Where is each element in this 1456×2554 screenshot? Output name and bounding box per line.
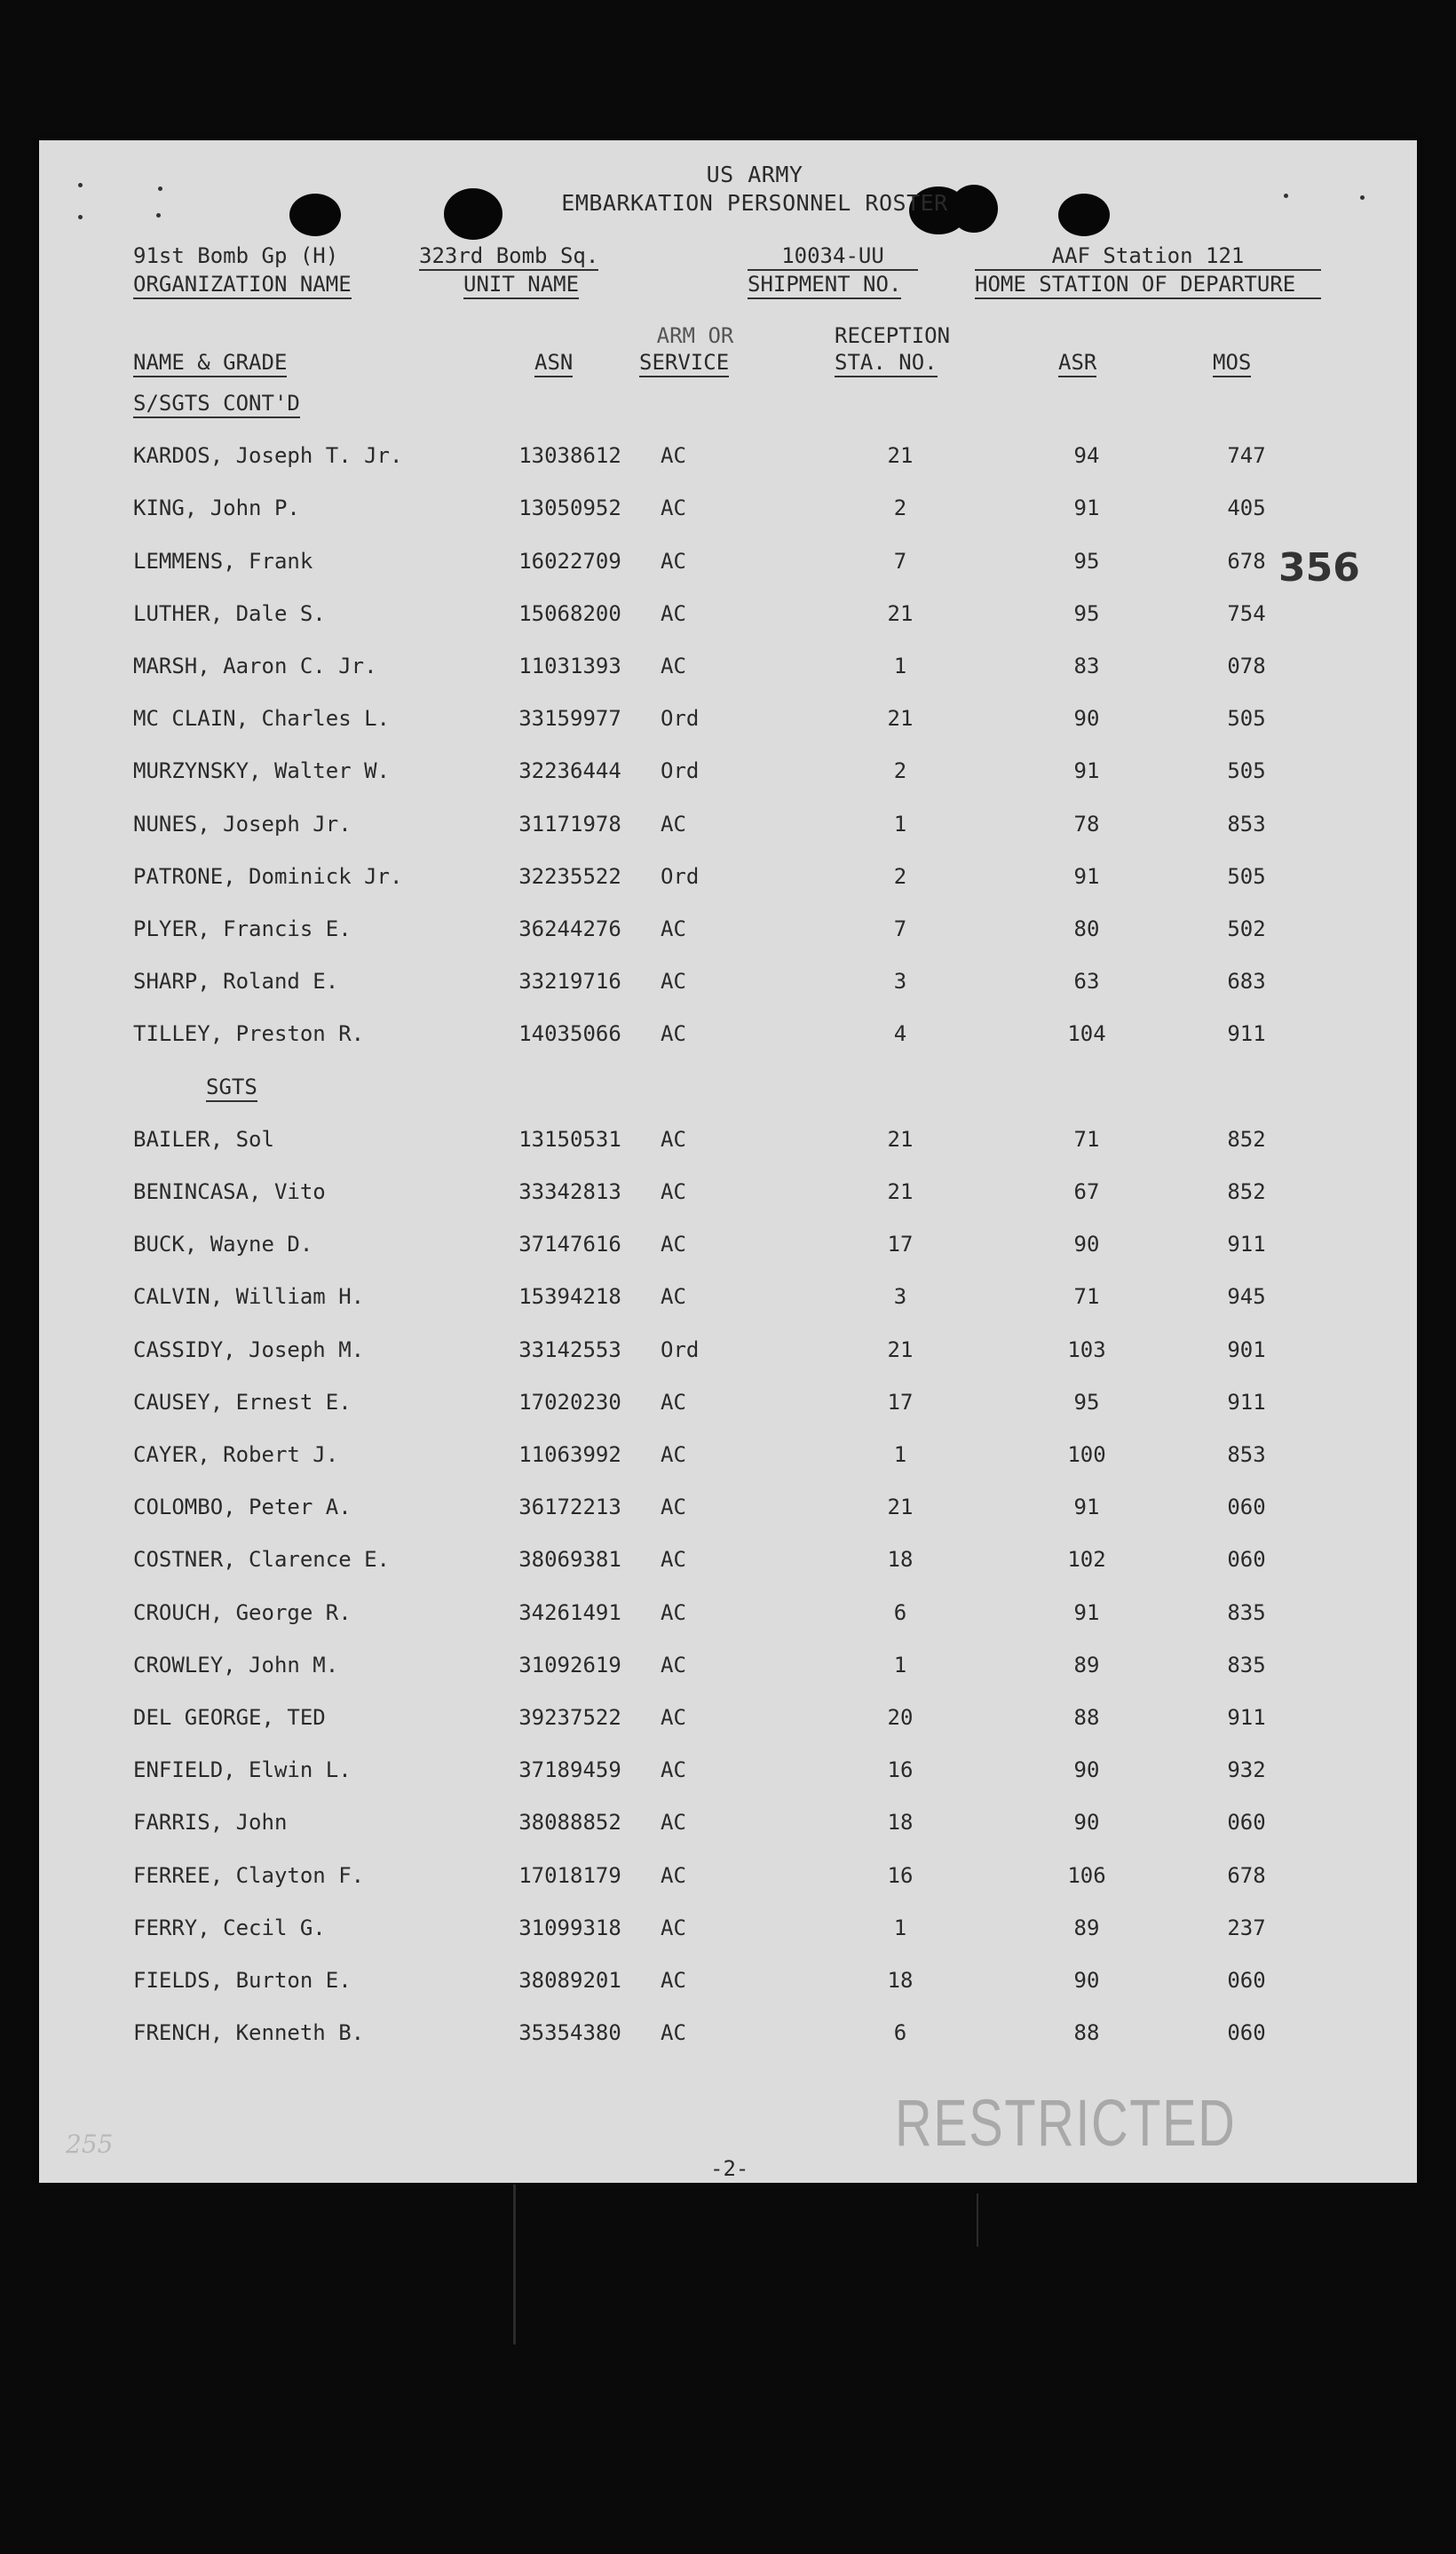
row-arm: AC	[661, 1442, 686, 1467]
row-asn: 36172213	[518, 1495, 621, 1520]
row-asr: 71	[1073, 1284, 1100, 1310]
row-name: CALVIN, William H.	[133, 1284, 365, 1310]
row-asn: 33342813	[518, 1179, 621, 1204]
table-row	[39, 1390, 1417, 1425]
row-asn: 13050952	[518, 496, 621, 521]
table-row	[39, 1232, 1417, 1267]
row-reception: 20	[887, 1705, 914, 1730]
row-mos: 060	[1227, 1810, 1266, 1836]
table-row	[39, 549, 1417, 584]
specks	[158, 186, 162, 191]
row-reception: 21	[887, 1495, 914, 1520]
table-row	[39, 1442, 1417, 1478]
row-name: CAYER, Robert J.	[133, 1442, 339, 1467]
row-asn: 38069381	[518, 1547, 621, 1573]
row-asr: 90	[1073, 1810, 1100, 1836]
row-name: MC CLAIN, Charles L.	[133, 706, 390, 732]
row-asr: 90	[1073, 1968, 1100, 1993]
table-row	[39, 864, 1417, 900]
row-name: CASSIDY, Joseph M.	[133, 1336, 365, 1362]
row-asr: 88	[1073, 2020, 1100, 2046]
row-reception: 21	[887, 1126, 914, 1152]
row-asn: 11031393	[518, 654, 621, 678]
col-arm-line1: ARM OR	[656, 323, 734, 348]
row-mos: 754	[1227, 600, 1266, 626]
row-arm: AC	[661, 1284, 686, 1310]
row-asn: 33159977	[518, 706, 621, 732]
row-asr: 90	[1073, 706, 1100, 732]
table-row	[39, 1495, 1417, 1530]
row-reception: 1	[893, 654, 907, 678]
row-arm: AC	[661, 1599, 686, 1625]
row-asr: 80	[1073, 916, 1100, 941]
row-asn: 38088852	[518, 1810, 621, 1836]
document-title: US ARMY	[706, 162, 803, 187]
row-asn: 33219716	[518, 969, 621, 995]
row-name: FRENCH, Kenneth B.	[133, 2020, 365, 2046]
table-row	[39, 1705, 1417, 1741]
row-asr: 100	[1067, 1442, 1106, 1467]
row-asn: 11063992	[518, 1442, 621, 1467]
col-reception-line1: RECEPTION	[835, 323, 951, 348]
row-asn: 34261491	[518, 1599, 621, 1625]
row-arm: AC	[661, 1915, 686, 1940]
row-name: FARRIS, John	[133, 1810, 288, 1836]
row-mos: 852	[1227, 1126, 1266, 1152]
row-asn: 32236444	[518, 758, 621, 784]
row-reception: 21	[887, 443, 914, 469]
row-asn: 31099318	[518, 1915, 621, 1940]
table-row	[39, 1179, 1417, 1215]
row-arm: AC	[661, 600, 686, 626]
row-name: BAILER, Sol	[133, 1126, 274, 1152]
col-mos: MOS	[1213, 350, 1251, 377]
table-row	[39, 1337, 1417, 1373]
row-reception: 1	[893, 1442, 907, 1467]
row-arm: AC	[661, 1757, 686, 1783]
row-asn: 13150531	[518, 1126, 621, 1152]
row-name: CROWLEY, John M.	[133, 1652, 339, 1678]
row-name: KARDOS, Joseph T. Jr.	[133, 443, 403, 469]
row-name: SHARP, Roland E.	[133, 969, 339, 995]
row-arm: AC	[661, 2020, 686, 2046]
table-row	[39, 1127, 1417, 1162]
row-asr: 95	[1073, 600, 1100, 626]
row-name: DEL GEORGE, TED	[133, 1705, 326, 1730]
row-arm: AC	[661, 916, 686, 941]
row-asn: 37189459	[518, 1757, 621, 1783]
table-row	[39, 496, 1417, 531]
row-asr: 90	[1073, 1232, 1100, 1257]
row-asn: 35354380	[518, 2020, 621, 2046]
row-mos: 237	[1227, 1915, 1266, 1940]
row-asr: 63	[1073, 969, 1100, 995]
roster-page	[39, 140, 1417, 2183]
row-name: KING, John P.	[133, 496, 300, 521]
row-arm: AC	[661, 1021, 686, 1047]
row-mos: 852	[1227, 1179, 1266, 1204]
specks	[1284, 194, 1288, 198]
row-mos: 505	[1227, 863, 1266, 889]
row-arm: AC	[661, 811, 686, 837]
table-row	[39, 1863, 1417, 1899]
row-name: FERRY, Cecil G.	[133, 1915, 326, 1940]
row-arm: AC	[661, 1126, 686, 1152]
row-arm: AC	[661, 1389, 686, 1415]
pencil-number: 255	[66, 2130, 114, 2159]
unit-name-label-text: UNIT NAME	[463, 272, 579, 299]
row-name: NUNES, Joseph Jr.	[133, 811, 352, 837]
row-mos: 747	[1227, 443, 1266, 469]
col-arm-line2: SERVICE	[639, 350, 729, 377]
shipment-value: 10034-UU	[748, 243, 918, 271]
row-asr: 90	[1073, 1757, 1100, 1783]
row-asn: 39237522	[518, 1705, 621, 1730]
film-line	[977, 2193, 978, 2247]
home-station-label: HOME STATION OF DEPARTURE	[975, 272, 1321, 299]
row-reception: 6	[893, 2020, 907, 2046]
row-asr: 95	[1073, 548, 1100, 574]
row-mos: 060	[1227, 1968, 1266, 1993]
shipment-label: SHIPMENT NO.	[748, 272, 901, 299]
unit-name-value: 323rd Bomb Sq.	[419, 243, 598, 271]
col-name-grade: NAME & GRADE	[133, 350, 287, 377]
table-row	[39, 969, 1417, 1004]
row-asr: 95	[1073, 1389, 1100, 1415]
row-name: COLOMBO, Peter A.	[133, 1495, 352, 1520]
row-arm: AC	[661, 1705, 686, 1730]
row-name: FIELDS, Burton E.	[133, 1968, 352, 1993]
restricted-stamp: RESTRICTED	[895, 2086, 1237, 2160]
specks	[156, 213, 161, 218]
row-mos: 405	[1227, 496, 1266, 521]
row-reception: 21	[887, 1336, 914, 1362]
row-reception: 1	[893, 811, 907, 837]
row-reception: 18	[887, 1968, 914, 1993]
row-arm: AC	[661, 1652, 686, 1678]
row-arm: Ord	[661, 706, 700, 732]
row-asr: 106	[1067, 1862, 1106, 1888]
film-line	[513, 2185, 516, 2344]
row-asn: 36244276	[518, 916, 621, 941]
row-mos: 911	[1227, 1232, 1266, 1257]
page-number: -2-	[710, 2156, 749, 2181]
table-row	[39, 654, 1417, 689]
row-asn: 15394218	[518, 1284, 621, 1310]
row-asr: 91	[1073, 496, 1100, 521]
section-heading-text: S/SGTS CONT'D	[133, 391, 300, 418]
row-asr: 102	[1067, 1547, 1106, 1573]
unit-name-label	[463, 272, 579, 297]
row-reception: 16	[887, 1757, 914, 1783]
row-asr: 71	[1073, 1126, 1100, 1152]
row-arm: AC	[661, 443, 686, 469]
row-asn: 31092619	[518, 1652, 621, 1678]
col-reception-line2: STA. NO.	[835, 350, 938, 377]
row-reception: 4	[893, 1021, 907, 1047]
row-name: FERREE, Clayton F.	[133, 1862, 365, 1888]
punch-hole	[289, 194, 341, 236]
row-mos: 911	[1227, 1705, 1266, 1730]
table-row	[39, 1284, 1417, 1320]
row-reception: 2	[893, 496, 907, 521]
row-asr: 78	[1073, 811, 1100, 837]
org-name-value: 91st Bomb Gp (H)	[133, 243, 339, 268]
row-reception: 7	[893, 916, 907, 941]
row-reception: 1	[893, 1652, 907, 1678]
row-asr: 67	[1073, 1179, 1100, 1204]
table-row	[39, 1757, 1417, 1793]
row-mos: 678	[1227, 548, 1266, 574]
row-arm: AC	[661, 1495, 686, 1520]
table-row	[39, 2020, 1417, 2056]
row-reception: 1	[893, 1915, 907, 1940]
row-arm: AC	[661, 548, 686, 574]
specks	[78, 215, 83, 219]
row-asr: 88	[1073, 1705, 1100, 1730]
row-mos: 060	[1227, 1547, 1266, 1573]
row-arm: Ord	[661, 863, 700, 889]
row-name: PLYER, Francis E.	[133, 916, 352, 941]
row-asr: 104	[1067, 1021, 1106, 1047]
col-asn: ASN	[534, 350, 573, 377]
row-asn: 15068200	[518, 600, 621, 626]
row-name: MURZYNSKY, Walter W.	[133, 758, 390, 784]
table-row	[39, 443, 1417, 479]
row-reception: 6	[893, 1599, 907, 1625]
row-arm: Ord	[661, 1336, 700, 1362]
row-reception: 3	[893, 969, 907, 995]
row-arm: AC	[661, 1179, 686, 1204]
row-mos: 505	[1227, 706, 1266, 732]
row-asr: 91	[1073, 1495, 1100, 1520]
row-mos: 683	[1227, 969, 1266, 995]
row-mos: 853	[1227, 1442, 1266, 1467]
row-mos: 060	[1227, 2020, 1266, 2046]
table-row	[39, 1810, 1417, 1845]
row-arm: Ord	[661, 758, 700, 784]
row-asr: 91	[1073, 758, 1100, 784]
specks	[78, 183, 83, 187]
row-arm: AC	[661, 969, 686, 995]
row-mos: 502	[1227, 916, 1266, 941]
col-asr: ASR	[1058, 350, 1096, 377]
row-mos: 835	[1227, 1652, 1266, 1678]
row-mos: 932	[1227, 1757, 1266, 1783]
table-row	[39, 601, 1417, 637]
row-mos: 853	[1227, 811, 1266, 837]
punch-hole	[1058, 194, 1110, 236]
section-heading	[206, 1075, 257, 1099]
row-asn: 16022709	[518, 548, 621, 574]
section-heading	[133, 391, 300, 416]
table-row	[39, 1916, 1417, 1951]
row-name: TILLEY, Preston R.	[133, 1021, 365, 1047]
row-mos: 911	[1227, 1389, 1266, 1415]
row-asr: 91	[1073, 1599, 1100, 1625]
row-name: MARSH, Aaron C. Jr.	[133, 654, 377, 678]
document-subtitle: EMBARKATION PERSONNEL ROSTER	[561, 190, 948, 216]
row-reception: 21	[887, 600, 914, 626]
row-name: LUTHER, Dale S.	[133, 600, 326, 626]
table-row	[39, 1600, 1417, 1636]
table-row	[39, 916, 1417, 952]
row-mos: 505	[1227, 758, 1266, 784]
row-name: ENFIELD, Elwin L.	[133, 1757, 352, 1783]
table-row	[39, 1968, 1417, 2003]
table-row	[39, 1021, 1417, 1057]
row-asn: 38089201	[518, 1968, 621, 1993]
row-asn: 33142553	[518, 1336, 621, 1362]
section-heading-text: SGTS	[206, 1075, 257, 1102]
row-mos: 901	[1227, 1336, 1266, 1362]
row-name: PATRONE, Dominick Jr.	[133, 863, 403, 889]
row-arm: AC	[661, 496, 686, 521]
row-arm: AC	[661, 1547, 686, 1573]
row-asn: 31171978	[518, 811, 621, 837]
row-reception: 21	[887, 1179, 914, 1204]
row-asr: 103	[1067, 1336, 1106, 1362]
table-row	[39, 758, 1417, 794]
row-reception: 2	[893, 758, 907, 784]
row-reception: 2	[893, 863, 907, 889]
row-reception: 17	[887, 1389, 914, 1415]
row-asn: 13038612	[518, 443, 621, 469]
row-mos: 911	[1227, 1021, 1266, 1047]
row-reception: 18	[887, 1810, 914, 1836]
row-mos: 945	[1227, 1284, 1266, 1310]
row-name: BUCK, Wayne D.	[133, 1232, 313, 1257]
row-reception: 16	[887, 1862, 914, 1888]
row-name: COSTNER, Clarence E.	[133, 1547, 390, 1573]
row-asn: 37147616	[518, 1232, 621, 1257]
org-name-label: ORGANIZATION NAME	[133, 272, 352, 299]
handwritten-number: 356	[1278, 545, 1360, 591]
row-asr: 89	[1073, 1652, 1100, 1678]
table-row	[39, 812, 1417, 847]
row-asr: 89	[1073, 1915, 1100, 1940]
row-name: CAUSEY, Ernest E.	[133, 1389, 352, 1415]
row-asr: 91	[1073, 863, 1100, 889]
row-asn: 17018179	[518, 1862, 621, 1888]
row-arm: AC	[661, 654, 686, 678]
row-mos: 835	[1227, 1599, 1266, 1625]
row-name: BENINCASA, Vito	[133, 1179, 326, 1204]
row-arm: AC	[661, 1968, 686, 1993]
row-reception: 7	[893, 548, 907, 574]
row-mos: 060	[1227, 1495, 1266, 1520]
row-arm: AC	[661, 1810, 686, 1836]
row-name: CROUCH, George R.	[133, 1599, 352, 1625]
row-asr: 83	[1073, 654, 1100, 678]
row-reception: 3	[893, 1284, 907, 1310]
row-mos: 678	[1227, 1862, 1266, 1888]
table-row	[39, 1547, 1417, 1582]
row-asn: 14035066	[518, 1021, 621, 1047]
row-asn: 32235522	[518, 863, 621, 889]
row-reception: 18	[887, 1547, 914, 1573]
row-asr: 94	[1073, 443, 1100, 469]
row-arm: AC	[661, 1232, 686, 1257]
row-mos: 078	[1227, 654, 1266, 678]
row-name: LEMMENS, Frank	[133, 548, 313, 574]
row-asn: 17020230	[518, 1389, 621, 1415]
row-reception: 17	[887, 1232, 914, 1257]
row-reception: 21	[887, 706, 914, 732]
table-row	[39, 1653, 1417, 1688]
home-station-value: AAF Station 121	[975, 243, 1321, 271]
row-arm: AC	[661, 1862, 686, 1888]
specks	[1360, 195, 1365, 200]
table-row	[39, 706, 1417, 742]
